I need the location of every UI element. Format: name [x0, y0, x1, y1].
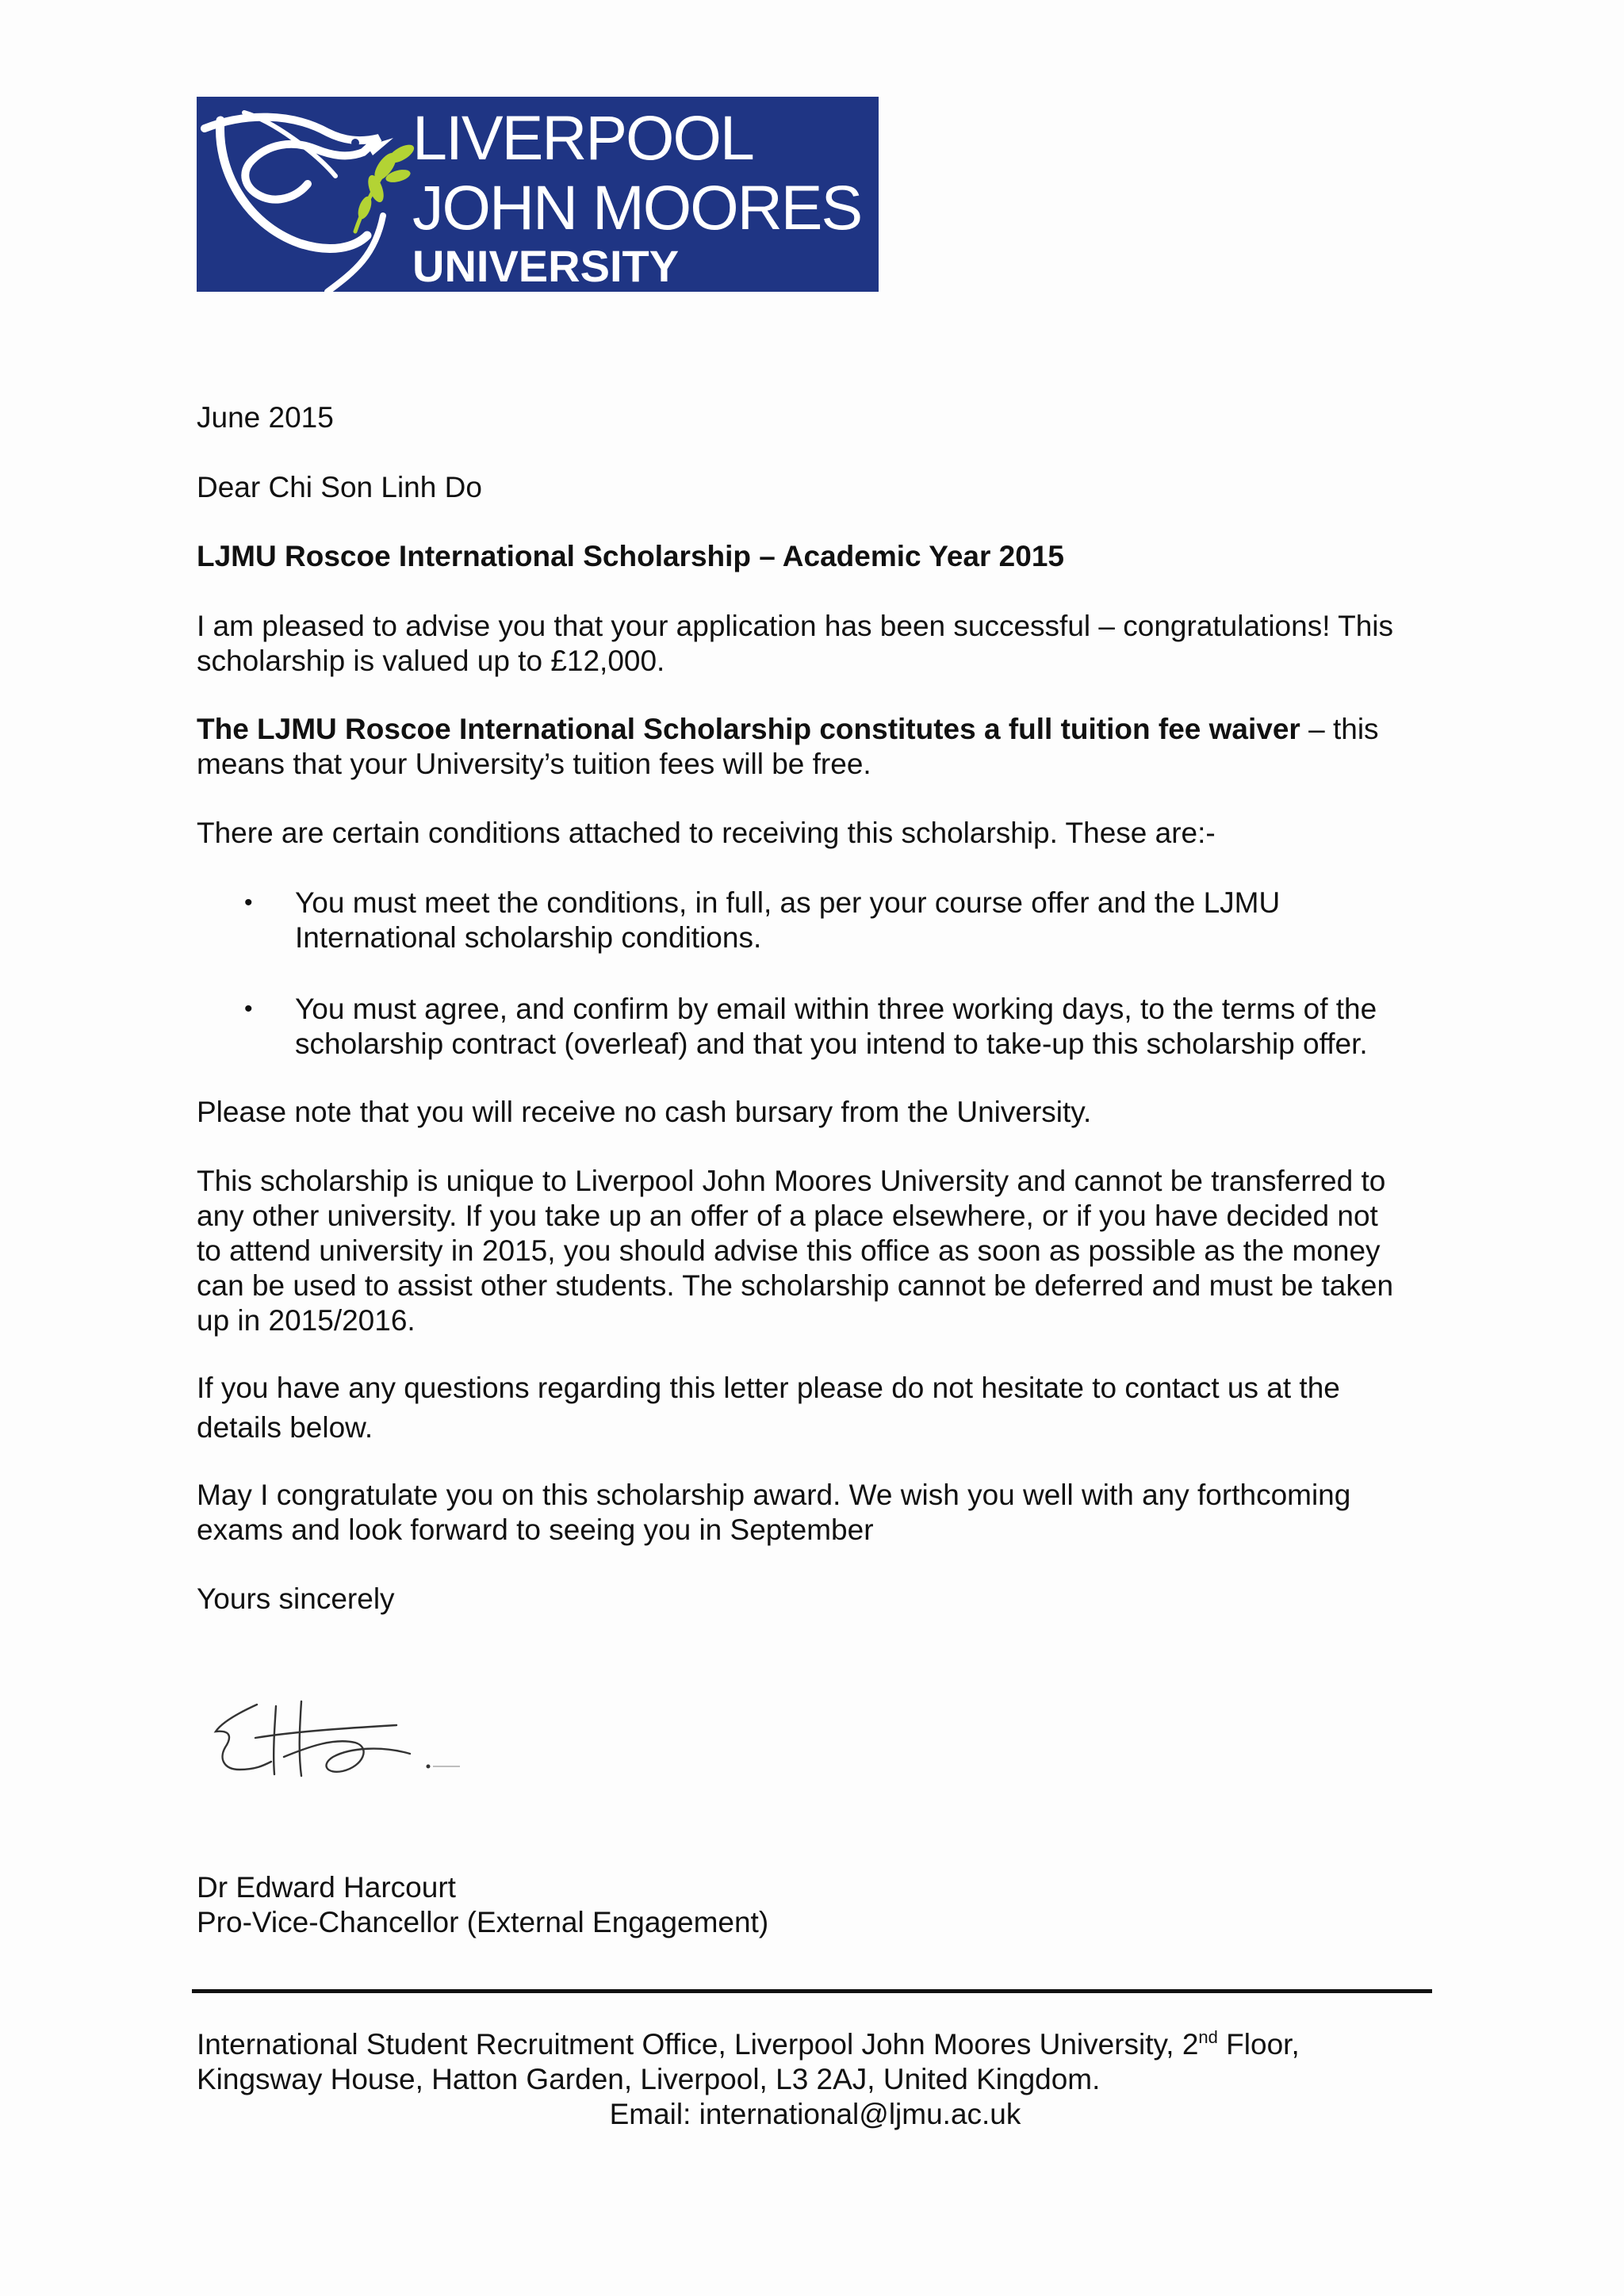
salutation: Dear Chi Son Linh Do	[197, 471, 482, 503]
letter-subject: LJMU Roscoe International Scholarship – Academic Year 2015	[197, 540, 1064, 572]
bullet-dot-icon: •	[244, 890, 253, 916]
paragraph-no-bursary: Please note that you will receive no cash bursary from the University.	[197, 1096, 1092, 1128]
bullet-text	[295, 992, 1437, 1062]
paragraph-uniqueness	[197, 1164, 1434, 1338]
paragraph-congratulations	[197, 1478, 1434, 1548]
footer-address-line1	[197, 2027, 1300, 2062]
paragraph-line: May I congratulate you on this scholarship award. We wish you well with any forthcoming	[197, 1479, 1351, 1511]
bullet-line: You must meet the conditions, in full, as per your course offer and the LJMU	[295, 886, 1281, 919]
bullet-text	[295, 886, 1437, 955]
bullet-dot-icon: •	[244, 996, 253, 1022]
paragraph-questions	[197, 1371, 1434, 1445]
paragraph-line: up in 2015/2016.	[197, 1304, 416, 1337]
university-logo	[197, 97, 879, 292]
bullet-line: You must agree, and confirm by email within three working days, to the terms of the	[295, 993, 1377, 1025]
logo-line-john-moores: JOHN MOORES	[412, 172, 862, 243]
logo-line-university: UNIVERSITY	[412, 241, 680, 291]
footer-text: International Student Recruitment Office, Liverpool John Moores University, 2	[197, 2028, 1199, 2061]
fee-waiver-emphasis: The LJMU Roscoe International Scholarship constitutes a full tuition fee waiver	[197, 713, 1300, 745]
footer-text: Floor,	[1217, 2028, 1300, 2061]
paragraph-line: If you have any questions regarding this letter please do not hesitate to contact us at the	[197, 1372, 1340, 1404]
paragraph-line	[197, 712, 1434, 747]
closing: Yours sincerely	[197, 1582, 395, 1615]
signer-name: Dr Edward Harcourt	[197, 1871, 456, 1904]
footer-superscript: nd	[1198, 2027, 1218, 2047]
fee-waiver-rest: – this	[1300, 713, 1379, 745]
footer-divider	[192, 1989, 1432, 1993]
handwritten-signature	[208, 1690, 462, 1801]
paragraph-line: exams and look forward to seeing you in September	[197, 1513, 874, 1546]
paragraph-line: can be used to assist other students. The scholarship cannot be deferred and must be taken	[197, 1269, 1394, 1302]
paragraph-conditions-intro: There are certain conditions attached to receiving this scholarship. These are:-	[197, 817, 1216, 849]
logo-line-liverpool: LIVERPOOL	[412, 102, 753, 173]
signer-title: Pro-Vice-Chancellor (External Engagement)	[197, 1906, 769, 1938]
paragraph-line: scholarship is valued up to £12,000.	[197, 645, 665, 677]
paragraph-line: This scholarship is unique to Liverpool John Moores University and cannot be transferred to	[197, 1165, 1386, 1197]
logo-wordmark	[412, 103, 861, 289]
paragraph-line: I am pleased to advise you that your application has been successful – congratulations! This	[197, 610, 1393, 642]
paragraph-line: to attend university in 2015, you should advise this office as soon as possible as the money	[197, 1234, 1381, 1267]
bullet-line: International scholarship conditions.	[295, 921, 762, 954]
paragraph-line: means that your University’s tuition fees will be free.	[197, 748, 871, 780]
letter-date: June 2015	[197, 401, 334, 434]
paragraph-line: details below.	[197, 1411, 373, 1444]
paragraph-line: any other university. If you take up an offer of a place elsewhere, or if you have decided not	[197, 1200, 1378, 1232]
bullet-line: scholarship contract (overleaf) and that you intend to take-up this scholarship offer.	[295, 1027, 1368, 1060]
paragraph-success	[197, 609, 1434, 679]
footer-address-line2: Kingsway House, Hatton Garden, Liverpool, L3 2AJ, United Kingdom.	[197, 2063, 1101, 2095]
footer-email: Email: international@ljmu.ac.uk	[609, 2098, 1021, 2130]
paragraph-fee-waiver	[197, 712, 1434, 782]
